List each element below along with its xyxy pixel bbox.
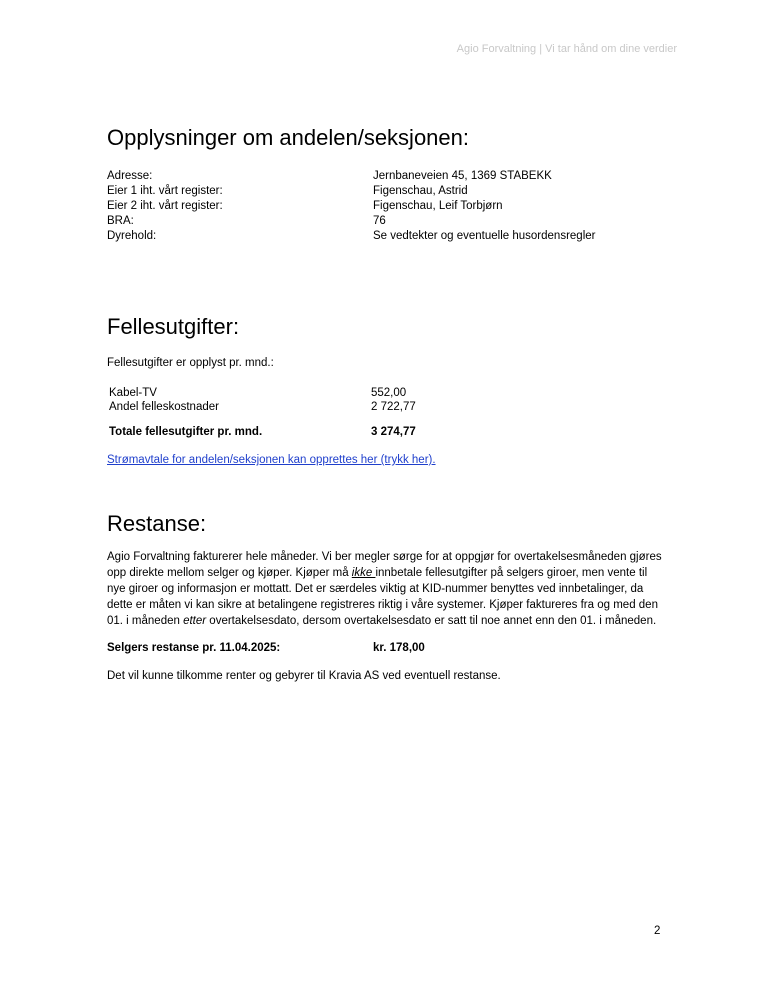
cost-total-value: 3 274,77	[371, 426, 416, 438]
page-number: 2	[654, 925, 661, 937]
cost-value: 2 722,77	[371, 401, 416, 413]
unit-info-label: Dyrehold:	[107, 230, 157, 242]
unit-info-row-bra	[107, 214, 667, 229]
unit-info-row-owner-2	[107, 199, 667, 214]
unit-info-value: Figenschau, Leif Torbjørn	[373, 200, 503, 212]
seller-arrears-row	[107, 642, 507, 657]
arrears-title: Restanse:	[107, 511, 207, 536]
cost-value: 552,00	[371, 387, 407, 399]
unit-info-list	[107, 169, 667, 244]
unit-info-value: Jernbaneveien 45, 1369 STABEKK	[373, 170, 552, 182]
arrears-text-emphasis-ikke: ikke	[351, 567, 376, 579]
unit-info-label: Adresse:	[107, 170, 153, 182]
cost-row-total	[109, 425, 509, 439]
arrears-text-part-1: Agio Forvaltning fakturerer hele måneder. Vi ber megler sørge for at oppgjør for overtakelsesmåneden gjøres opp direkte mellom selger og kjøper. Kjøper må	[107, 551, 662, 579]
common-costs-intro: Fellesutgifter er opplyst pr. mnd.:	[107, 357, 274, 369]
seller-arrears-label: Selgers restanse pr. 11.04.2025:	[107, 642, 281, 654]
common-costs-table	[109, 386, 509, 439]
unit-info-label: BRA:	[107, 215, 134, 227]
unit-info-label: Eier 1 iht. vårt register:	[107, 185, 223, 197]
cost-label: Andel felleskostnader	[109, 401, 219, 413]
unit-info-row-owner-1	[107, 184, 667, 199]
common-costs-title: Fellesutgifter:	[107, 314, 240, 339]
power-agreement-link[interactable]: Strømavtale for andelen/seksjonen kan opprettes her (trykk her).	[107, 454, 436, 466]
arrears-text-emphasis-etter: etter	[183, 615, 207, 627]
cost-label: Kabel-TV	[109, 387, 157, 399]
arrears-text-part-2: innbetale fellesutgifter på selgers giroer, men vente til nye giroer og informasjon er mottatt. Det er særdeles viktig at KID-nummer benyttes ved innbetalinger, da dette er måten vi kan sikre at betalingene registreres riktig i våre systemer. Kjøper faktureres fra og med den 01. i måneden	[107, 567, 658, 627]
arrears-paragraph	[107, 549, 667, 629]
unit-info-value: 76	[373, 215, 386, 227]
unit-info-row-address	[107, 169, 667, 184]
header-tagline: Agio Forvaltning | Vi tar hånd om dine verdier	[456, 43, 677, 55]
arrears-text-part-3: overtakelsesdato, dersom overtakelsesdato er satt til noe annet enn den 01. i måneden.	[206, 615, 657, 627]
unit-info-value: Se vedtekter og eventuelle husordensregler	[373, 230, 596, 242]
cost-total-label: Totale fellesutgifter pr. mnd.	[109, 426, 263, 438]
unit-info-title: Opplysninger om andelen/seksjonen:	[107, 125, 470, 150]
unit-info-value: Figenschau, Astrid	[373, 185, 468, 197]
unit-info-row-pets	[107, 229, 667, 244]
unit-info-label: Eier 2 iht. vårt register:	[107, 200, 223, 212]
arrears-note: Det vil kunne tilkomme renter og gebyrer til Kravia AS ved eventuell restanse.	[107, 670, 501, 682]
cost-row-shared-costs	[109, 400, 509, 414]
seller-arrears-value: kr. 178,00	[373, 642, 425, 654]
cost-row-cable-tv	[109, 386, 509, 400]
